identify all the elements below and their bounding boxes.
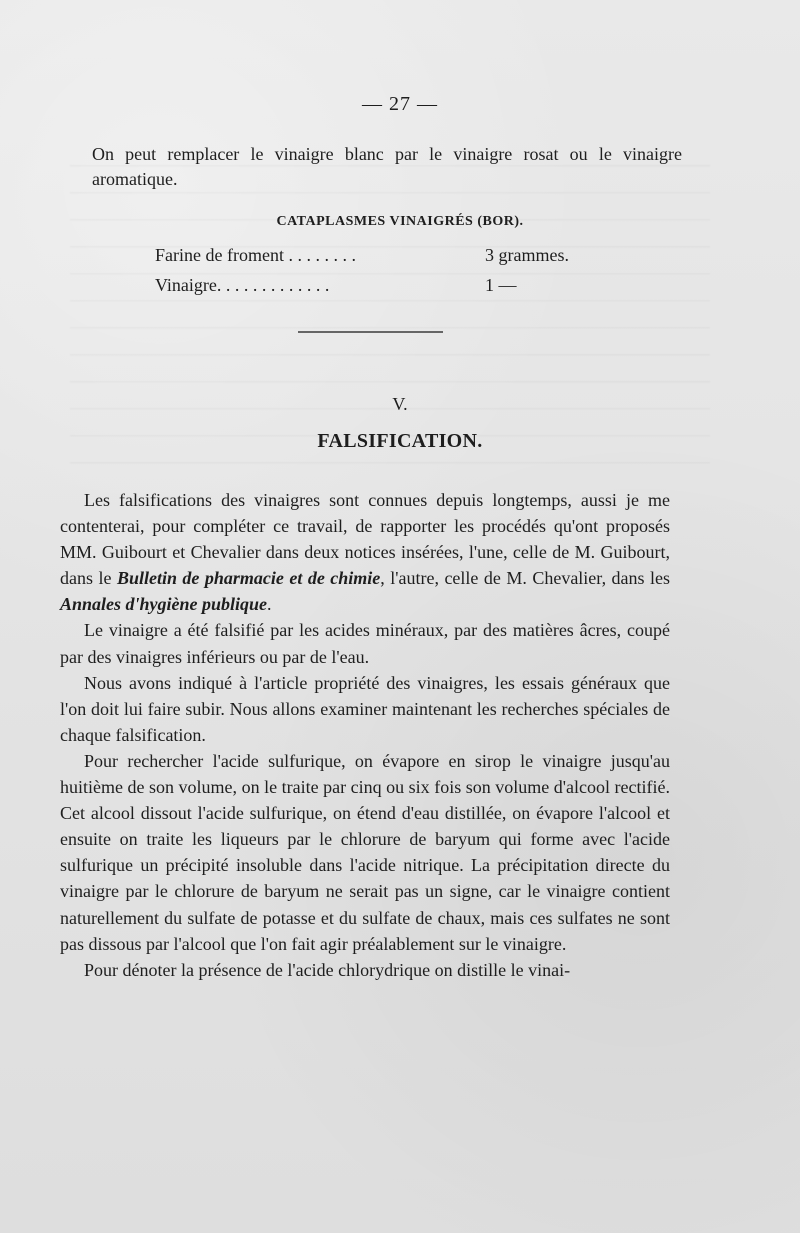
section-number: V.: [392, 394, 408, 414]
recipe-item-name: Farine de froment . . . . . . . .: [155, 245, 356, 265]
paragraph: Pour rechercher l'acide sulfurique, on évapore en sirop le vinaigre jusqu'au huitième de son volume, on le traite par cinq ou six fois son volume d'alcool rectifié. Cet alcool dissout l'acide sulfurique, on étend d'eau distillée, on évapore l'alcool et ensuite on traite les liqueurs par le chlorure de baryum qui forme avec l'acide sulfurique un précipité insoluble dans l'acide nitrique. La précipitation directe du vinaigre par le chlorure de baryum ne serait pas un signe, car le vinaigre contient naturellement du sulfate de potasse et du sulfate de chaux, mais ces sulfates ne sont pas dissous par l'alcool que l'on fait agir préalablement sur le vinaigre.: [60, 750, 670, 954]
recipe-title: CATAPLASMES VINAIGRÉS (BOR).: [276, 214, 524, 229]
recipe-row: [155, 245, 605, 275]
paragraph-text: .: [267, 594, 272, 615]
recipe-item-qty: 1 —: [485, 275, 517, 295]
paragraph: Le vinaigre a été falsifié par les acides minéraux, par des matières âcres, coupé par des vinaigres inférieurs ou par de l'eau.: [60, 620, 670, 667]
paragraph: Pour dénoter la présence de l'acide chlorydrique on distille le vinai-: [84, 959, 571, 980]
section-divider: [298, 331, 443, 333]
recipe-item-name: Vinaigre. . . . . . . . . . . . .: [155, 275, 330, 295]
recipe-row: [155, 275, 605, 305]
bulletin-title: Bulletin de pharmacie et de chimie: [116, 568, 381, 589]
recipe-item-qty: 3 grammes.: [485, 245, 569, 265]
paragraph-text: , l'autre, celle de M. Chevalier, dans les: [380, 568, 671, 589]
bleed-through: [70, 165, 710, 465]
body-text: [60, 487, 670, 983]
intro-paragraph: On peut remplacer le vinaigre blanc par le vinaigre rosat ou le vinaigre aromatique.: [92, 144, 682, 189]
paragraph-text: Les falsifications des vinaigres sont connues depuis longtemps, aussi je me contenterai, pour compléter ce travail, de rapporter les procédés qu'ont proposés MM. Guibourt et Chevalier dans deux notices insérées, l'une, celle de M. Guibourt, dans le: [60, 490, 670, 589]
page-number: — 27 —: [362, 93, 438, 115]
section-title: FALSIFICATION.: [317, 430, 483, 452]
recipe-list: [155, 245, 605, 305]
annales-title: Annales d'hygiène publique: [60, 594, 268, 615]
paragraph: [60, 487, 670, 617]
paragraph: Nous avons indiqué à l'article propriété des vinaigres, les essais généraux que l'on doit lui faire subir. Nous allons examiner maintenant les recherches spéciales de chaque falsification.: [60, 672, 670, 745]
